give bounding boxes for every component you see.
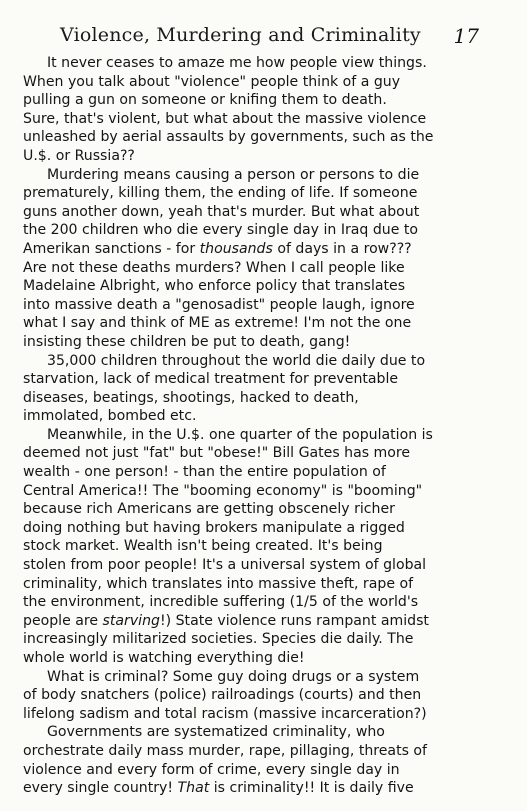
text-line bbox=[23, 612, 505, 631]
text-line: U.$. or Russia?? bbox=[23, 147, 135, 164]
text-fragment: is criminality!! It is daily five bbox=[209, 780, 414, 797]
text-line: insisting these children be put to death, gang! bbox=[23, 333, 351, 350]
text-line bbox=[23, 240, 505, 259]
text-line: immolated, bombed etc. bbox=[23, 408, 197, 425]
text-line: lifelong sadism and total racism (massive incarceration?) bbox=[23, 705, 427, 722]
text-line: Are not these deaths murders? When I call people like bbox=[23, 259, 405, 276]
text-line: into massive death a "genosadist" people laugh, ignore bbox=[23, 296, 415, 313]
text-line: violence and every form of crime, every single day in bbox=[23, 761, 400, 778]
text-line: Central America!! The "booming economy" is "booming" bbox=[23, 482, 423, 499]
text-fragment: !) State violence runs rampant amidst bbox=[159, 612, 429, 629]
text-fragment: every single country! bbox=[23, 780, 178, 797]
paragraph bbox=[23, 723, 505, 797]
page-number: 17 bbox=[453, 24, 479, 48]
text-fragment: of days in a row??? bbox=[272, 240, 412, 257]
text-line: what I say and think of ME as extreme! I'm not the one bbox=[23, 315, 412, 332]
emphasis-text: thousands bbox=[199, 240, 273, 257]
text-line: of body snatchers (police) railroadings (courts) and then bbox=[23, 687, 422, 704]
text-line: wealth - one person! - than the entire population of bbox=[23, 464, 386, 481]
text-line: pulling a gun on someone or knifing them to death. bbox=[23, 92, 387, 109]
text-line: stolen from poor people! It's a universal system of global bbox=[23, 557, 427, 574]
emphasis-text: That bbox=[177, 780, 210, 797]
text-line: deemed not just "fat" but "obese!" Bill Gates has more bbox=[23, 445, 411, 462]
body-text bbox=[23, 54, 505, 798]
paragraph bbox=[23, 668, 505, 724]
emphasis-text: starving bbox=[102, 612, 160, 629]
text-line: whole world is watching everything die! bbox=[23, 650, 305, 666]
text-line: orchestrate daily mass murder, rape, pillaging, threats of bbox=[23, 742, 428, 759]
text-line: It never ceases to amaze me how people view things. bbox=[47, 55, 427, 71]
text-line: Governments are systematized criminality, who bbox=[47, 724, 385, 741]
text-line: Sure, that's violent, but what about the massive violence bbox=[23, 110, 427, 127]
text-line: When you talk about "violence" people think of a guy bbox=[23, 73, 401, 90]
text-line: prematurely, killing them, the ending of life. If someone bbox=[23, 185, 418, 202]
text-line bbox=[23, 779, 505, 798]
paragraph bbox=[23, 166, 505, 352]
text-line: Madelaine Albright, who enforce policy that translates bbox=[23, 278, 406, 295]
text-line: Meanwhile, in the U.$. one quarter of the population is bbox=[47, 426, 433, 443]
text-line: because rich Americans are getting obscenely richer bbox=[23, 501, 395, 518]
paragraph bbox=[23, 426, 505, 668]
text-line: 35,000 children throughout the world die daily due to bbox=[47, 352, 426, 369]
text-line: the environment, incredible suffering (1/5 of the world's bbox=[23, 594, 419, 611]
text-line: criminality, which translates into massive theft, rape of bbox=[23, 575, 414, 592]
text-line: the 200 children who die every single day in Iraq due to bbox=[23, 222, 419, 239]
text-line: guns another down, yeah that's murder. But what about bbox=[23, 203, 420, 220]
paragraph bbox=[23, 54, 505, 166]
text-fragment: people are bbox=[23, 612, 103, 629]
paragraph bbox=[23, 352, 505, 426]
text-line: What is criminal? Some guy doing drugs or a system bbox=[47, 668, 420, 685]
text-line: stock market. Wealth isn't being created. It's being bbox=[23, 538, 383, 555]
chapter-title: Violence, Murdering and Criminality bbox=[60, 24, 421, 46]
text-line: unleashed by aerial assaults by governments, such as the bbox=[23, 129, 434, 146]
text-line: doing nothing but having brokers manipulate a rigged bbox=[23, 519, 405, 536]
text-line: increasingly militarized societies. Species die daily. The bbox=[23, 631, 414, 648]
page-header bbox=[0, 24, 527, 48]
text-fragment: Amerikan sanctions - for bbox=[23, 240, 200, 257]
text-line: starvation, lack of medical treatment for preventable bbox=[23, 371, 399, 388]
text-line: Murdering means causing a person or persons to die bbox=[47, 166, 420, 183]
text-line: diseases, beatings, shootings, hacked to death, bbox=[23, 389, 359, 406]
